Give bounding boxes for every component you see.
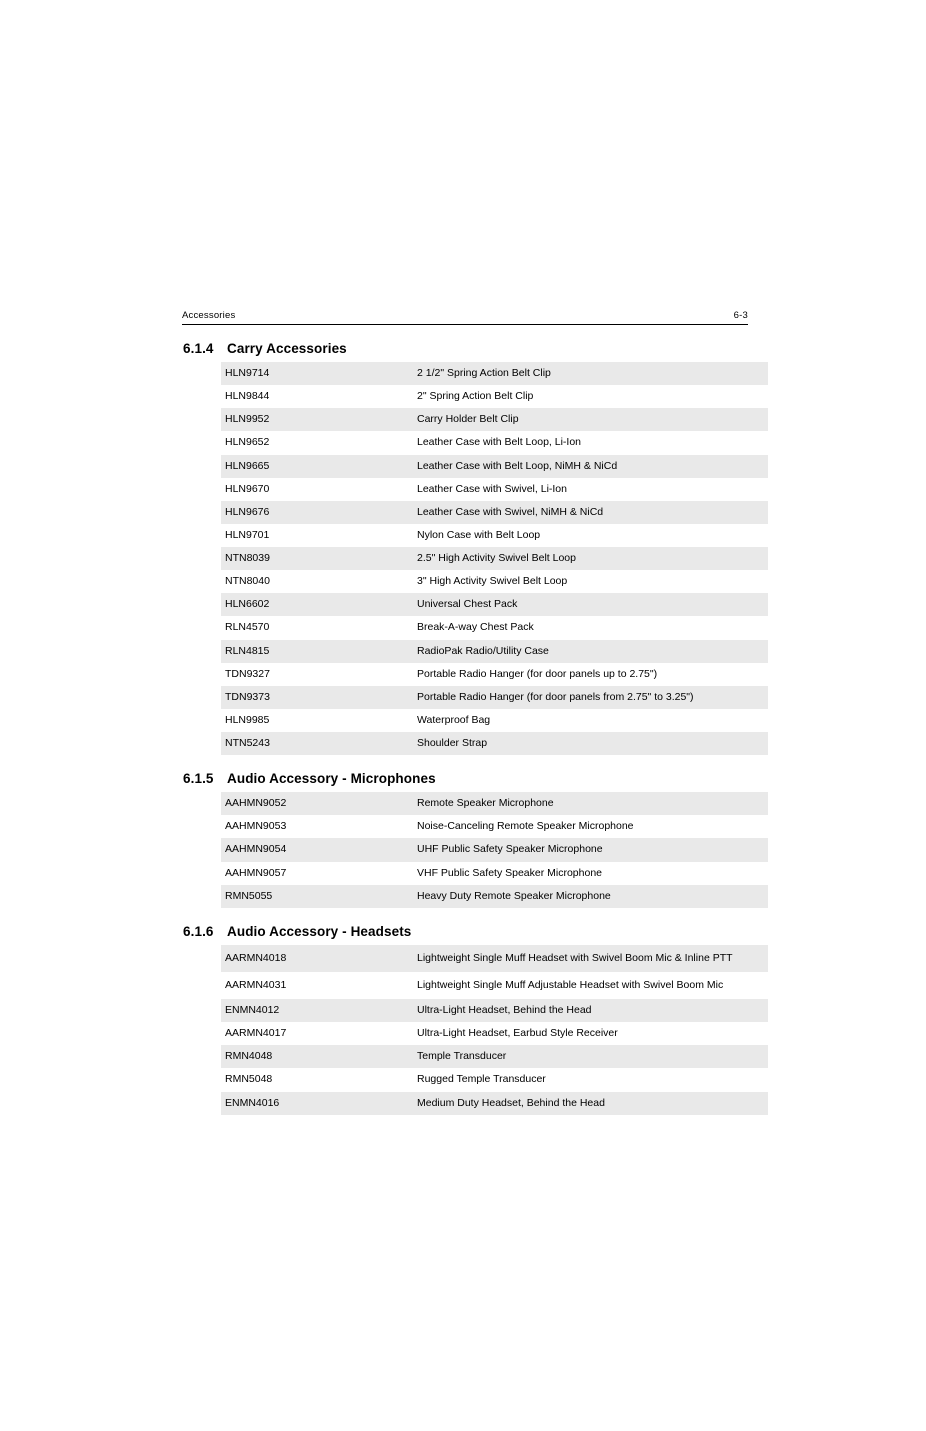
- accessory-description: 2" Spring Action Belt Clip: [417, 390, 534, 403]
- accessory-part-number: HLN9844: [225, 390, 270, 403]
- accessory-part-number: ENMN4016: [221, 1092, 413, 1115]
- accessory-part-number: AARMN4031: [225, 978, 287, 991]
- table-row: [221, 524, 768, 547]
- table-row: [221, 732, 768, 755]
- accessory-description: Remote Speaker Microphone: [413, 792, 768, 815]
- section-title-text: Audio Accessory - Microphones: [227, 771, 436, 787]
- table-row: [221, 640, 768, 663]
- accessory-description: UHF Public Safety Speaker Microphone: [413, 838, 768, 861]
- section-title-text: Carry Accessories: [227, 341, 347, 356]
- accessory-part-number: AAHMN9053: [225, 820, 287, 833]
- table-row: [221, 999, 768, 1022]
- accessory-description: Ultra-Light Headset, Behind the Head: [413, 999, 768, 1022]
- table-row: [221, 431, 768, 454]
- table-row: [221, 663, 768, 686]
- section-heading: [182, 771, 748, 786]
- section-number: 6.1.5: [183, 771, 214, 787]
- accessory-part-number: RMN5055: [221, 885, 413, 908]
- section-number: 6.1.4: [183, 341, 214, 356]
- sections-container: [182, 341, 748, 1115]
- accessory-part-number: HLN9985: [225, 713, 270, 726]
- accessory-description: Leather Case with Belt Loop, Li-Ion: [417, 436, 582, 449]
- table-row: [221, 570, 768, 593]
- accessory-description: Waterproof Bag: [417, 713, 491, 726]
- accessory-description: Ultra-Light Headset, Earbud Style Receiver: [417, 1027, 618, 1040]
- table-row: [221, 362, 768, 385]
- table-row: [221, 862, 768, 885]
- accessory-description: VHF Public Safety Speaker Microphone: [417, 866, 603, 879]
- accessory-part-number: RLN4570: [225, 621, 270, 634]
- table-row: [221, 408, 768, 431]
- section-number: 6.1.6: [183, 923, 214, 939]
- accessory-description: Portable Radio Hanger (for door panels from 2.75" to 3.25"): [413, 686, 768, 709]
- accessories-table: [221, 945, 768, 1115]
- accessory-part-number: AAHMN9052: [221, 792, 413, 815]
- table-row: [221, 972, 768, 999]
- accessory-part-number: TDN9327: [225, 667, 270, 680]
- table-row: [221, 1045, 768, 1068]
- accessory-description: Medium Duty Headset, Behind the Head: [413, 1092, 768, 1115]
- accessory-description: Carry Holder Belt Clip: [413, 408, 768, 431]
- table-row: [221, 385, 768, 408]
- accessory-description: Leather Case with Belt Loop, NiMH & NiCd: [413, 455, 768, 478]
- accessory-part-number: HLN9652: [225, 436, 270, 449]
- accessory-description: Rugged Temple Transducer: [417, 1073, 546, 1086]
- accessories-table: [221, 362, 768, 755]
- table-row: [221, 616, 768, 639]
- table-row: [221, 1068, 768, 1091]
- page-content: [182, 310, 748, 1115]
- accessory-part-number: HLN9952: [221, 408, 413, 431]
- accessory-part-number: HLN9676: [221, 501, 413, 524]
- accessory-part-number: NTN5243: [221, 732, 413, 755]
- accessory-description: Leather Case with Swivel, NiMH & NiCd: [413, 501, 768, 524]
- table-row: [221, 501, 768, 524]
- accessory-description: Temple Transducer: [413, 1045, 768, 1068]
- accessory-part-number: ENMN4012: [221, 999, 413, 1022]
- accessory-part-number: HLN9665: [221, 455, 413, 478]
- accessory-part-number: RLN4815: [221, 640, 413, 663]
- table-row: [221, 686, 768, 709]
- table-row: [221, 815, 768, 838]
- table-row: [221, 1092, 768, 1115]
- accessory-description: Lightweight Single Muff Adjustable Headset with Swivel Boom Mic: [417, 978, 724, 991]
- table-row: [221, 945, 768, 972]
- page-header: [182, 310, 748, 325]
- table-row: [221, 1022, 768, 1045]
- accessory-part-number: HLN9701: [225, 528, 270, 541]
- accessory-part-number: AARMN4018: [221, 945, 413, 972]
- section-heading: [182, 924, 748, 939]
- section-title-text: Audio Accessory - Headsets: [227, 923, 412, 939]
- accessory-description: Nylon Case with Belt Loop: [417, 528, 541, 541]
- accessory-part-number: AAHMN9054: [221, 838, 413, 861]
- accessory-description: Heavy Duty Remote Speaker Microphone: [413, 885, 768, 908]
- accessory-description: Lightweight Single Muff Headset with Swivel Boom Mic & Inline PTT: [413, 945, 768, 972]
- accessory-description: Leather Case with Swivel, Li-Ion: [417, 482, 567, 495]
- table-row: [221, 885, 768, 908]
- accessory-part-number: HLN9714: [221, 362, 413, 385]
- page-number: 6-3: [733, 310, 748, 321]
- table-row: [221, 455, 768, 478]
- accessory-part-number: RMN4048: [221, 1045, 413, 1068]
- accessory-part-number: AARMN4017: [225, 1027, 287, 1040]
- table-row: [221, 593, 768, 616]
- header-chapter-title: Accessories: [182, 310, 236, 321]
- accessory-description: 3" High Activity Swivel Belt Loop: [417, 575, 568, 588]
- accessory-description: Universal Chest Pack: [413, 593, 768, 616]
- accessory-description: Portable Radio Hanger (for door panels up to 2.75"): [417, 667, 658, 680]
- accessory-description: Noise-Canceling Remote Speaker Microphone: [417, 820, 634, 833]
- table-row: [221, 709, 768, 732]
- section-heading: [182, 341, 748, 356]
- accessory-description: Shoulder Strap: [413, 732, 768, 755]
- accessory-part-number: RMN5048: [225, 1073, 273, 1086]
- accessory-description: Break-A-way Chest Pack: [417, 621, 534, 634]
- table-row: [221, 478, 768, 501]
- table-row: [221, 547, 768, 570]
- accessory-part-number: NTN8039: [221, 547, 413, 570]
- table-row: [221, 792, 768, 815]
- accessory-part-number: TDN9373: [221, 686, 413, 709]
- accessory-description: 2.5" High Activity Swivel Belt Loop: [413, 547, 768, 570]
- accessory-part-number: AAHMN9057: [225, 866, 287, 879]
- accessories-table: [221, 792, 768, 908]
- accessory-part-number: HLN6602: [221, 593, 413, 616]
- accessory-description: 2 1/2" Spring Action Belt Clip: [413, 362, 768, 385]
- accessory-part-number: HLN9670: [225, 482, 270, 495]
- table-row: [221, 838, 768, 861]
- accessory-part-number: NTN8040: [225, 575, 270, 588]
- accessory-description: RadioPak Radio/Utility Case: [413, 640, 768, 663]
